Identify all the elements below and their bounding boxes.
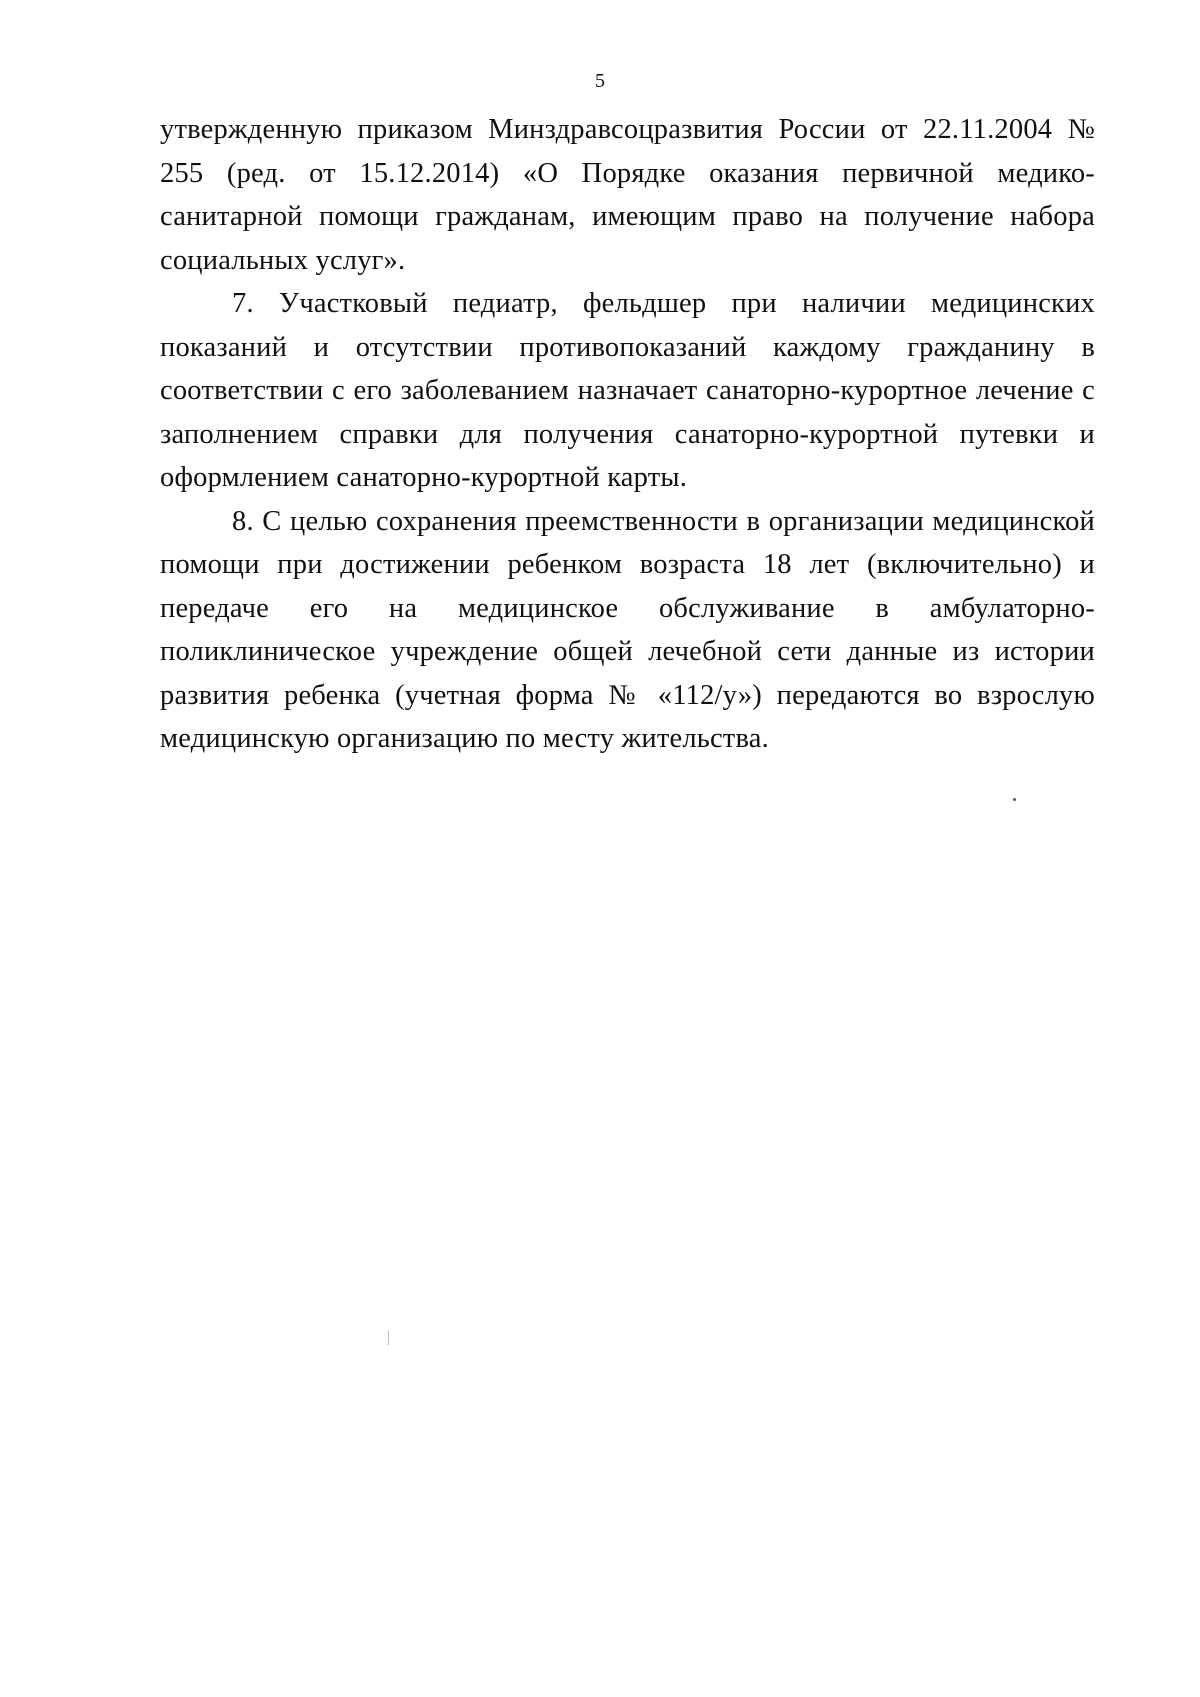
- page-number: 5: [595, 70, 605, 92]
- scan-speck: [1013, 798, 1016, 801]
- scan-speck: [388, 1331, 389, 1345]
- document-body: [160, 108, 1095, 761]
- paragraph-clause-7: 7. Участковый педиатр, фельдшер при наличии медицинских показаний и отсутствии противопоказаний каждому гражданину в соответствии с его заболеванием назначает санаторно-курортное лечение с заполнением справки для получения санаторно-курортной путевки и оформлением санаторно-курортной карты.: [160, 288, 1095, 493]
- paragraph-clause-8: 8. С целью сохранения преемственности в организации медицинской помощи при достижении ребенком возраста 18 лет (включительно) и передаче его на медицинское обслуживание в амбулаторно-поликлиническое учреждение общей лечебной сети данные из истории развития ребенка (учетная форма № «112/у») передаются во взрослую медицинскую организацию по месту жительства.: [160, 505, 1095, 754]
- paragraph-continuation: утвержденную приказом Минздравсоцразвития России от 22.11.2004 № 255 (ред. от 15.12.2014) «О Порядке оказания первичной медико-санитарной помощи гражданам, имеющим право на получение набора социальных услуг».: [160, 114, 1095, 276]
